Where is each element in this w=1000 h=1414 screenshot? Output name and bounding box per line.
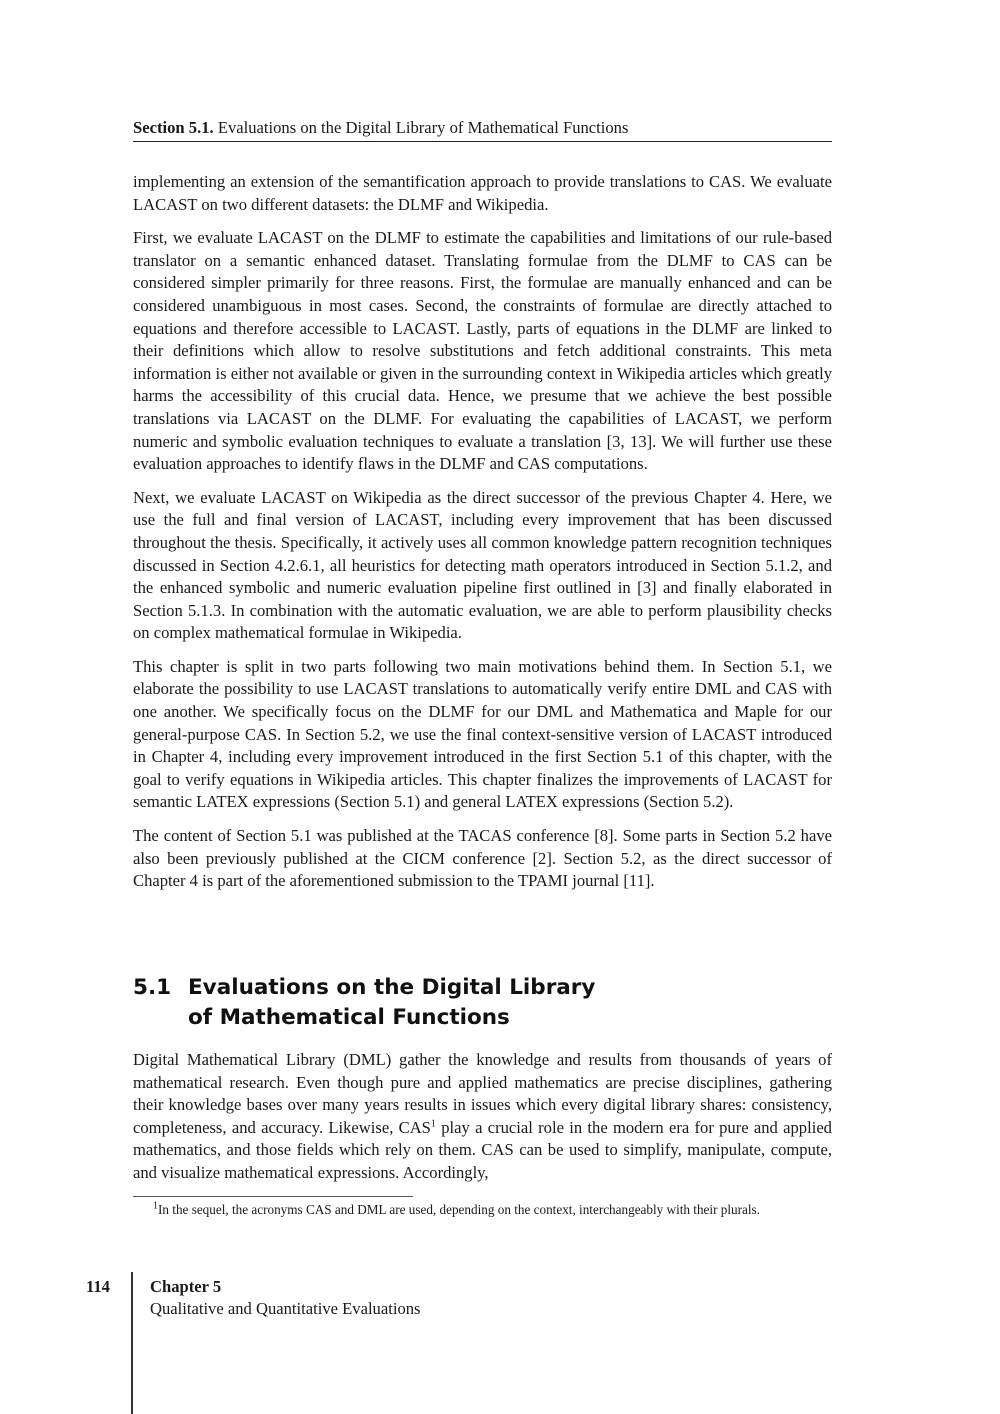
header-section-ref: Section 5.1.	[133, 118, 214, 137]
footer-vertical-rule	[131, 1272, 133, 1414]
section-heading	[133, 973, 832, 1033]
header-section-title: Evaluations on the Digital Library of Mathematical Functions	[217, 118, 629, 137]
footnote-line	[133, 1200, 832, 1219]
footnote-divider	[133, 1196, 413, 1197]
section-title: Evaluations on the Digital Library of Mathematical Functions	[188, 975, 596, 1030]
footnote	[133, 1200, 832, 1219]
body-text	[133, 171, 832, 904]
paragraph-chapter-split: This chapter is split in two parts following two main motivations behind them. In Section 5.1, we elaborate the possibility to use LACAST translations to automatically verify entire DML and CAS with one another. We specifically focus on the DLMF for our DML and Mathematica and Maple for our general-purpose CAS. In Section 5.2, we use the final context-sensitive version of LACAST introduced in Chapter 4, including every improvement introduced in the first Section 5.1 of this chapter, with the goal to verify equations in Wikipedia articles. This chapter finalizes the improvements of LACAST for semantic LATEX expressions (Section 5.1) and general LATEX expressions (Section 5.2).	[133, 656, 832, 812]
paragraph-dml-part-1: Digital Mathematical Library (DML) gather the knowledge and results from thousands of years of mathematical research. Even though pure and applied mathematics are precise disciplines, gathering their knowledge bases over many years results in issues which every digital library shares: consistency, completeness, and accuracy. Likewise, CAS	[133, 1050, 832, 1137]
paragraph-publications: The content of Section 5.1 was published at the TACAS conference [8]. Some parts in Section 5.2 have also been previously published at the CICM conference [2]. Section 5.2, as the direct successor of Chapter 4 is part of the aforementioned submission to the TPAMI journal [11].	[133, 826, 832, 891]
paragraph-intro: implementing an extension of the semantification approach to provide translations to CAS. We evaluate LACAST on two different datasets: the DLMF and Wikipedia.	[133, 172, 832, 214]
footnote-mark: 1	[153, 1200, 158, 1212]
footer-chapter-title: Qualitative and Quantitative Evaluations	[150, 1299, 421, 1318]
footnote-reference[interactable]: 1	[430, 1118, 436, 1130]
paragraph-dlmf: First, we evaluate LACAST on the DLMF to estimate the capabilities and limitations of our rule-based translator on a semantic enhanced dataset. Translating formulae from the DLMF to CAS can be considered simpler primarily for three reasons. First, the formulae are manually enhanced and can be considered unambiguous in most cases. Second, the constraints of formulae are directly attached to equations and therefore accessible to LACAST. Lastly, parts of equations in the DLMF are linked to their definitions which allow to resolve substitutions and fetch additional constraints. This meta information is either not available or given in the surrounding context in Wikipedia articles which greatly harms the accessibility of this crucial data. Hence, we presume that we achieve the best possible translations via LACAST on the DLMF. For evaluating the capabilities of LACAST, we perform numeric and symbolic evaluation techniques to evaluate a translation [3, 13]. We will further use these evaluation approaches to identify flaws in the DLMF and CAS computations.	[133, 228, 832, 474]
page-footer	[0, 1272, 1000, 1414]
footer-chapter-label: Chapter 5	[150, 1277, 222, 1296]
page-number: 114	[86, 1277, 110, 1296]
section-number: 5.1	[133, 975, 172, 1000]
footnote-text: In the sequel, the acronyms CAS and DML are used, depending on the context, interchangeably with their plurals.	[158, 1202, 760, 1217]
running-header	[133, 117, 832, 142]
paragraph-dml-part-2: play a crucial role in the modern era for pure and applied mathematics, and those fields which rely on them. CAS can be used to simplify, manipulate, compute, and visualize mathematical expressions. Accordingly,	[133, 1117, 832, 1182]
paragraph-wikipedia: Next, we evaluate LACAST on Wikipedia as the direct successor of the previous Chapter 4. Here, we use the full and final version of LACAST, including every improvement that has been discussed throughout the thesis. Specifically, it actively uses all common knowledge pattern recognition techniques discussed in Section 4.2.6.1, all heuristics for detecting math operators introduced in Section 5.1.2, and the enhanced symbolic and numeric evaluation pipeline first outlined in [3] and finally elaborated in Section 5.1.3. In combination with the automatic evaluation, we are able to perform plausibility checks on complex mathematical formulae in Wikipedia.	[133, 487, 832, 643]
paragraph-dml	[133, 1049, 832, 1185]
section-body	[133, 1049, 832, 1185]
